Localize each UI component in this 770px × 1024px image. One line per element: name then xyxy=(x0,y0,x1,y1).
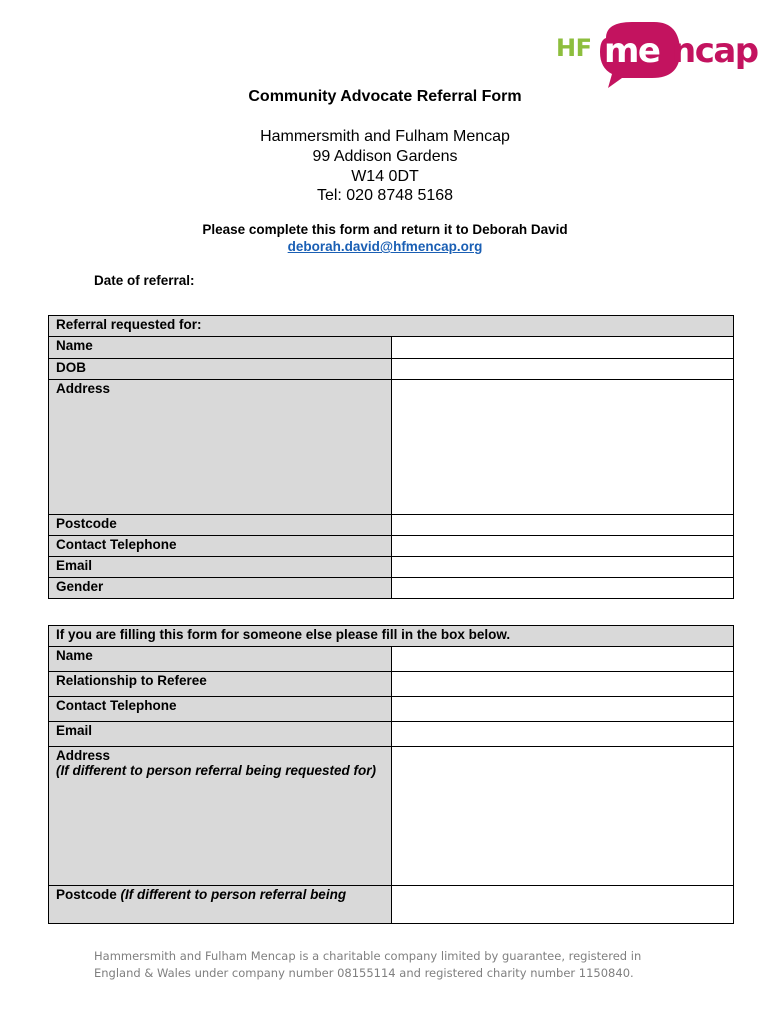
org-street: 99 Addison Gardens xyxy=(312,148,458,165)
org-postcode: W14 0DT xyxy=(351,168,419,185)
relationship-label: Relationship to Referee xyxy=(49,672,392,697)
date-of-referral-label: Date of referral: xyxy=(94,273,195,288)
dob-field[interactable] xyxy=(391,359,734,380)
referrer-email-label: Email xyxy=(49,722,392,747)
contact-email-link[interactable]: deborah.david@hfmencap.org xyxy=(287,239,483,254)
svg-text:ncap: ncap xyxy=(672,31,758,71)
referrer-details-table xyxy=(48,625,734,924)
referral-requested-table xyxy=(48,315,734,599)
contact-telephone-field[interactable] xyxy=(391,536,734,557)
referrer-address-field[interactable] xyxy=(391,747,734,886)
email-label: Email xyxy=(49,557,392,578)
address-label: Address xyxy=(49,380,392,515)
referral-requested-header: Referral requested for: xyxy=(49,316,734,337)
postcode-label: Postcode xyxy=(49,515,392,536)
return-instructions: Please complete this form and return it to Deborah David xyxy=(202,222,568,237)
gender-field[interactable] xyxy=(391,578,734,599)
referrer-email-field[interactable] xyxy=(391,722,734,747)
form-title: Community Advocate Referral Form xyxy=(248,88,522,105)
org-name: Hammersmith and Fulham Mencap xyxy=(260,128,510,145)
referrer-postcode-note: (If different to person referral being xyxy=(120,887,347,902)
logo-hf-text: HF xyxy=(556,34,592,62)
name-label: Name xyxy=(49,337,392,359)
dob-label: DOB xyxy=(49,359,392,380)
referrer-postcode-title: Postcode xyxy=(56,887,117,902)
hf-mencap-logo xyxy=(552,18,758,88)
svg-text:me: me xyxy=(604,31,660,71)
footer-line-1: Hammersmith and Fulham Mencap is a charitable company limited by guarantee, registered in xyxy=(94,949,642,963)
relationship-field[interactable] xyxy=(391,672,734,697)
referrer-telephone-label: Contact Telephone xyxy=(49,697,392,722)
referrer-telephone-field[interactable] xyxy=(391,697,734,722)
mencap-speech-bubble-logo xyxy=(596,18,758,88)
footer-line-2: England & Wales under company number 08155114 and registered charity number 1150840. xyxy=(94,966,634,980)
referrer-postcode-field[interactable] xyxy=(391,886,734,924)
email-field[interactable] xyxy=(391,557,734,578)
referrer-address-title: Address xyxy=(56,748,111,763)
postcode-field[interactable] xyxy=(391,515,734,536)
referrer-name-field[interactable] xyxy=(391,647,734,672)
org-telephone: Tel: 020 8748 5168 xyxy=(316,187,454,204)
name-field[interactable] xyxy=(391,337,734,359)
referrer-address-label xyxy=(49,747,392,886)
referrer-postcode-label xyxy=(49,886,392,924)
referrer-address-note: (If different to person referral being requested for) xyxy=(56,763,377,778)
contact-telephone-label: Contact Telephone xyxy=(49,536,392,557)
referrer-name-label: Name xyxy=(49,647,392,672)
gender-label: Gender xyxy=(49,578,392,599)
charity-footer xyxy=(94,948,694,982)
address-field[interactable] xyxy=(391,380,734,515)
referrer-details-header: If you are filling this form for someone else please fill in the box below. xyxy=(49,626,734,647)
